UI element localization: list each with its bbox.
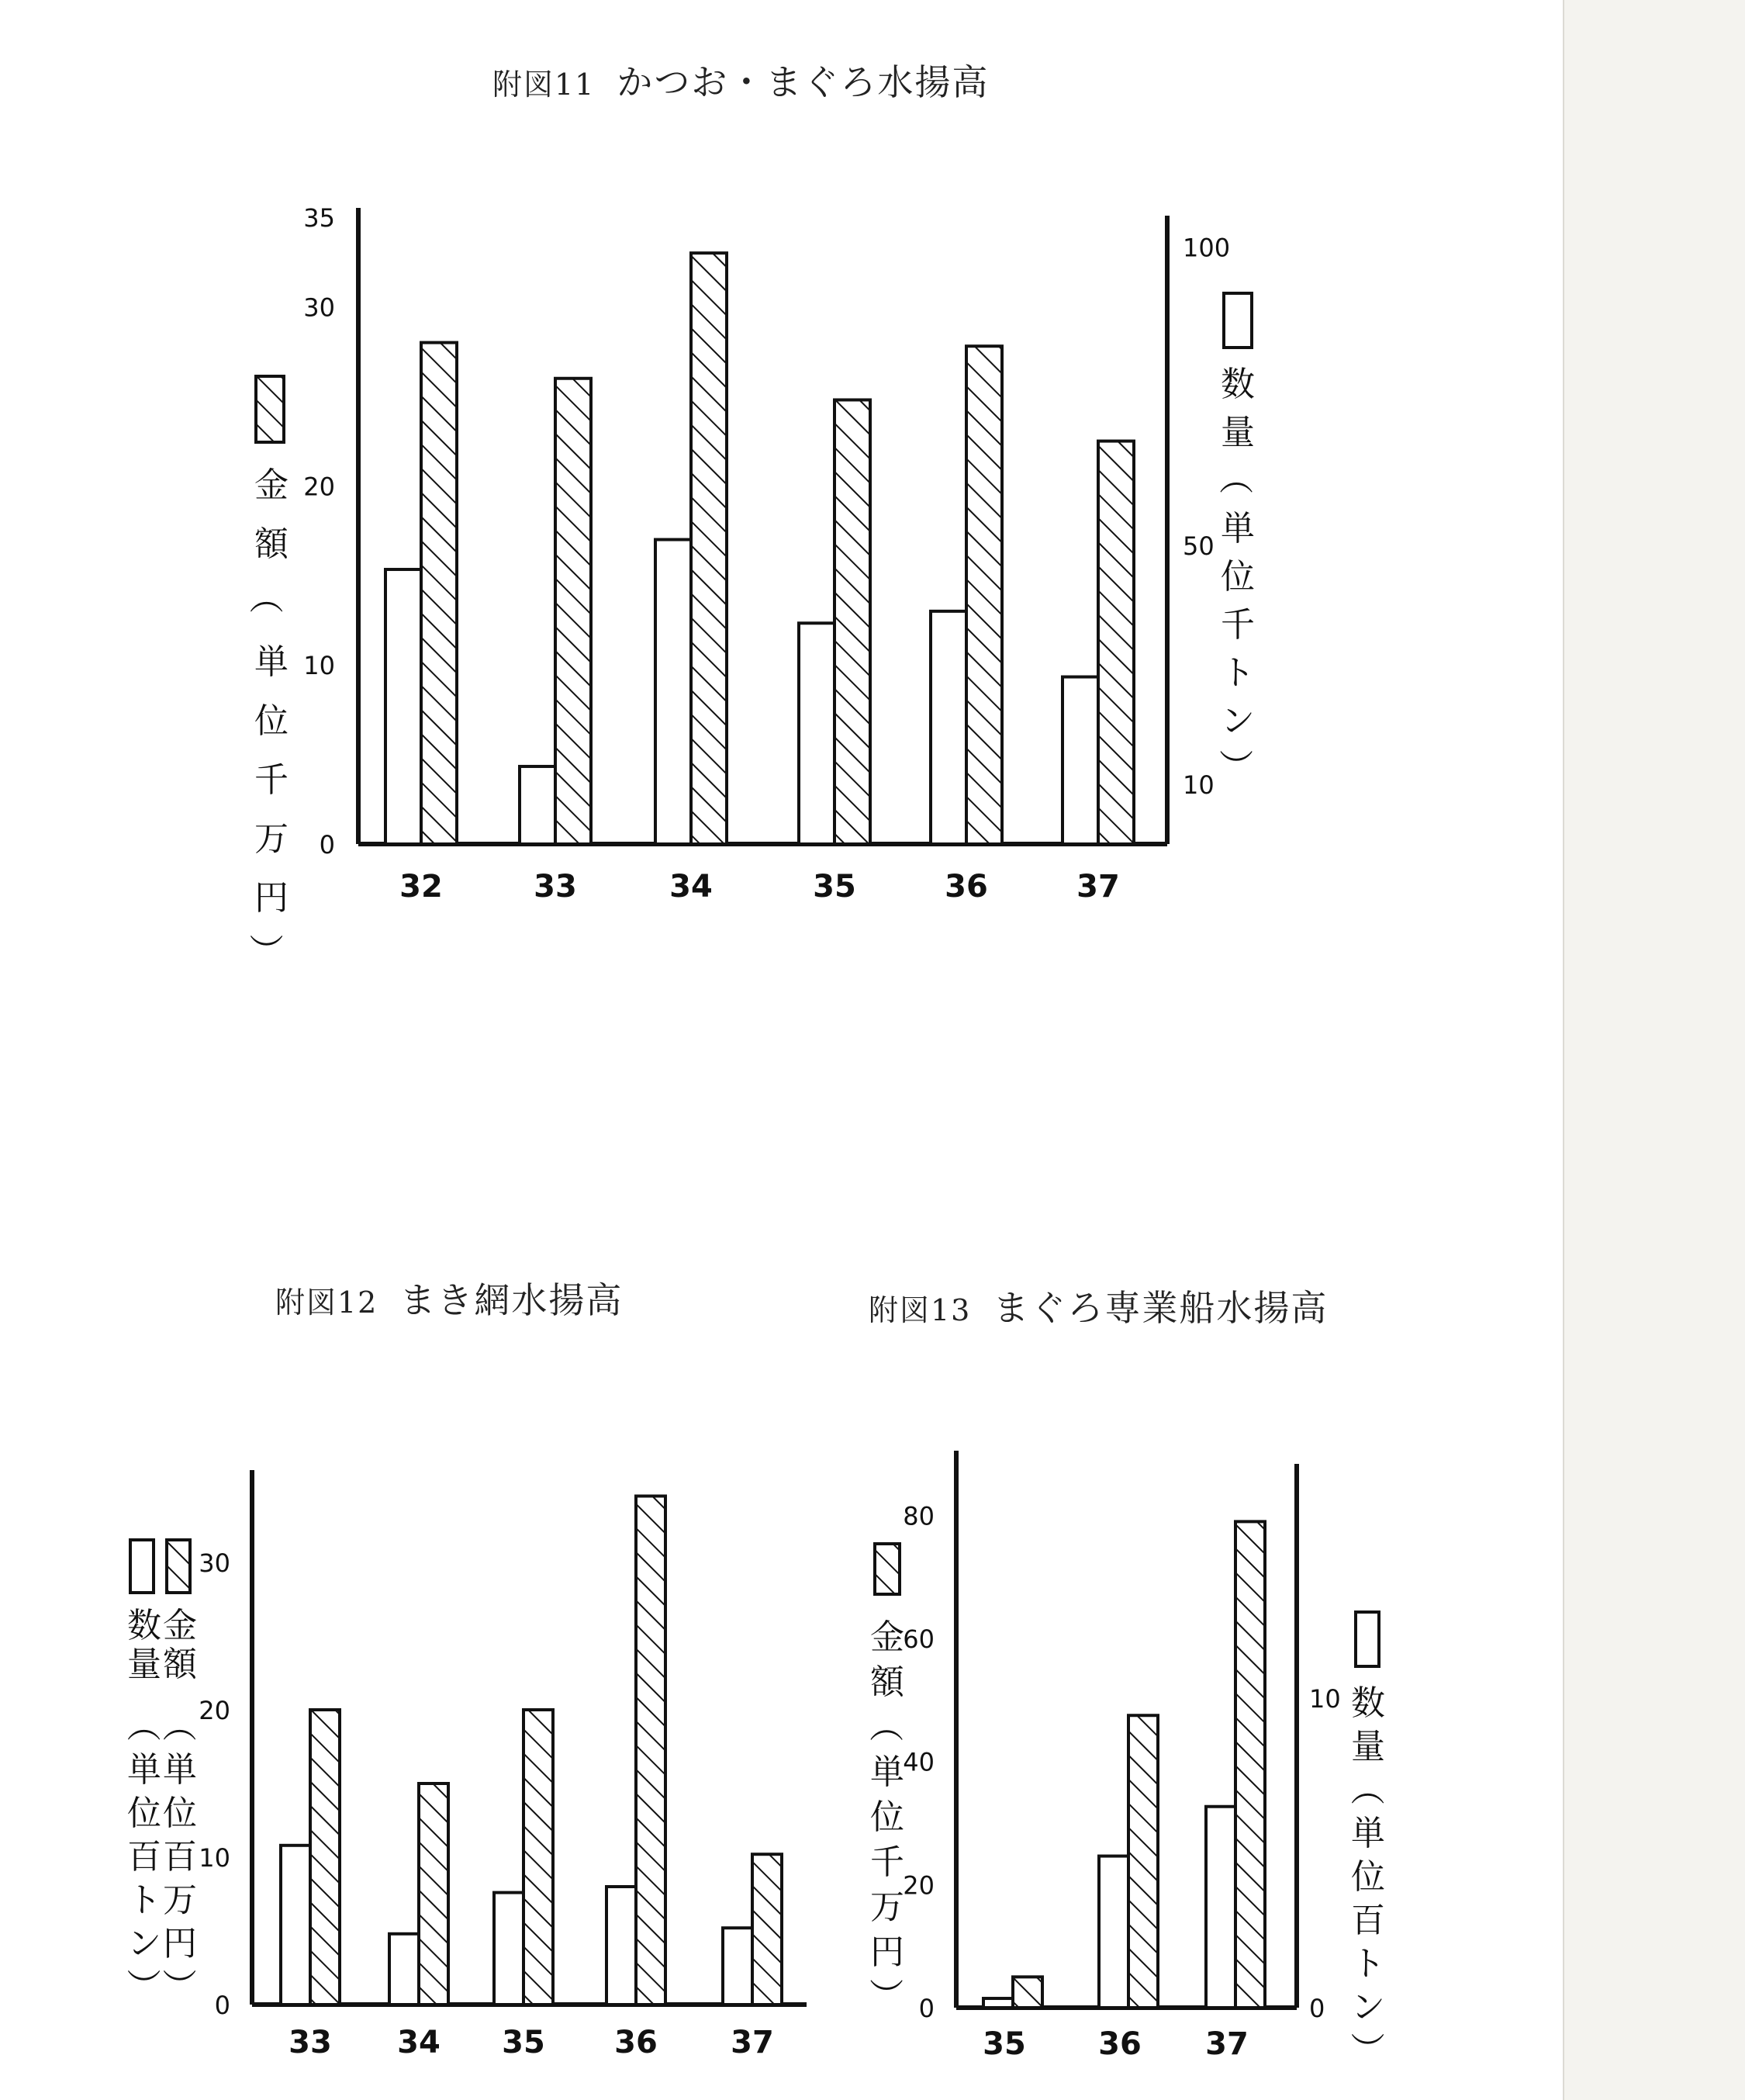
figure-13-left-axis-label <box>866 1617 905 2012</box>
figure-11-bar-amount <box>555 379 591 844</box>
figure-11-category-label: 36 <box>945 869 988 905</box>
figure-13-right-axis-label-char: 数 <box>1351 1683 1385 1723</box>
figure-12-category-label: 36 <box>614 2025 658 2060</box>
figure-13-bar-amount <box>1128 1715 1158 2008</box>
figure-11-legend-plain-swatch <box>1224 293 1252 348</box>
figure-13-left-axis-label-char: ） <box>865 1977 905 2012</box>
figure-13-left-tick: 80 <box>903 1501 935 1531</box>
figure-12-axis-label-amount-char: （ <box>158 1707 199 1742</box>
figure-11-bar-quantity <box>520 766 555 844</box>
figure-13-legend-hatched-swatch <box>875 1544 900 1594</box>
figure-13-legend-plain-swatch <box>1356 1612 1379 1666</box>
figure-11-right-axis-label-char: 位 <box>1221 557 1255 597</box>
figure-13-bar-quantity <box>983 1998 1013 2008</box>
figure-12-axis-label-quantity-char: 位 <box>127 1794 161 1833</box>
figure-11-category-label: 32 <box>399 869 443 905</box>
figure-12-bar-quantity <box>606 1887 636 2005</box>
figure-13-left-axis-label-char: 円 <box>870 1932 904 1972</box>
figure-11-left-axis-label-char: 金 <box>254 465 289 505</box>
figure-13-category-label: 35 <box>983 2026 1026 2062</box>
figure-12-title-text: まき網水揚高 <box>399 1279 624 1321</box>
figure-12-number: 附図12 <box>275 1285 378 1320</box>
figure-12-bar-quantity <box>389 1934 419 2005</box>
figure-11-right-axis-label <box>1215 365 1255 783</box>
figure-11-right-tick: 100 <box>1183 233 1231 263</box>
figure-12-category-label: 33 <box>289 2025 332 2060</box>
figure-11-right-tick: 10 <box>1183 770 1215 801</box>
figure-13-left-axis-label-char: 単 <box>870 1752 904 1792</box>
figure-13-left-axis-label-char: 万 <box>870 1887 904 1927</box>
figure-13-left-tick: 0 <box>918 1994 935 2023</box>
figure-12-legend-quantity-label-char: 量 <box>127 1645 161 1684</box>
figure-11-bar-quantity <box>655 540 691 844</box>
figure-11-left-axis-label-char: 万 <box>254 819 289 859</box>
figure-13-left-axis-label-char: 額 <box>870 1662 904 1702</box>
figure-12-left-tick: 0 <box>214 1991 230 2020</box>
figure-13-left-axis-label-char: 金 <box>870 1617 904 1657</box>
figure-12-axis-label-amount-char: ） <box>158 1968 199 2003</box>
figure-13-right-tick: 0 <box>1309 1994 1325 2023</box>
figure-13-right-axis-label-char: 位 <box>1351 1857 1385 1897</box>
figure-11-right-axis-label-char: （ <box>1215 460 1255 495</box>
figure-12-axis-label-amount-char: 百 <box>163 1837 197 1877</box>
figure-12-category-label: 35 <box>502 2025 545 2060</box>
figure-11-right-axis-label-char: 千 <box>1221 605 1255 645</box>
figure-12-axis-label-amount-char: 位 <box>163 1794 197 1833</box>
figure-12-bar-amount <box>310 1710 340 2005</box>
figure-11-left-tick: 20 <box>303 472 335 502</box>
figure-11-number: 附図11 <box>492 67 596 102</box>
figure-13-bar-amount <box>1013 1977 1042 2008</box>
figure-12-axis-label-quantity-char: ト <box>127 1880 161 1920</box>
figure-13-left-tick: 40 <box>903 1747 935 1777</box>
figure-13-chart <box>866 1451 1387 2066</box>
figure-11-bar-quantity <box>385 569 421 844</box>
figure-12-bar-amount <box>752 1854 782 2005</box>
figure-11-left-axis-label-char: 額 <box>254 524 289 564</box>
figure-12-bar-amount <box>636 1496 665 2005</box>
figure-13-bar-quantity <box>1099 1856 1128 2008</box>
figure-12-axis-label-amount-char: 万 <box>163 1880 197 1920</box>
figure-13-right-tick: 10 <box>1309 1684 1341 1714</box>
figure-13-category-label: 37 <box>1205 2026 1249 2062</box>
figure-11-right-axis-label-char: 単 <box>1221 509 1255 548</box>
figure-12-legend-amount-label-char: 額 <box>163 1645 197 1684</box>
figure-11-left-axis-label-char: 単 <box>254 642 289 682</box>
figure-12-axis-label-quantity-char: ） <box>123 1968 163 2003</box>
figure-11-category-label: 37 <box>1076 869 1120 905</box>
figure-12-axis-label-quantity-char: ン <box>127 1924 161 1963</box>
figure-11-bar-amount <box>834 400 870 844</box>
figure-13-right-axis-label-char: 百 <box>1351 1901 1385 1940</box>
figure-11-bar-amount <box>1098 441 1134 844</box>
figure-11-left-axis-label-char: 千 <box>254 760 289 800</box>
figure-13-right-axis-label <box>1346 1683 1386 2066</box>
figure-13-right-axis-label-char: ） <box>1346 2032 1387 2067</box>
figure-13-left-axis-label-char: （ <box>865 1707 905 1742</box>
figure-12-bar-quantity <box>281 1846 310 2005</box>
figure-12-legend-hatched-swatch <box>167 1540 190 1593</box>
figure-12-axis-label-quantity-char: （ <box>123 1707 163 1742</box>
figure-13-left-axis-label-char: 千 <box>870 1842 904 1882</box>
figure-12-axis-label-amount-char: 円 <box>163 1924 197 1963</box>
figure-11-left-axis-label-char: 位 <box>254 701 289 741</box>
figure-12-legend-quantity-label <box>127 1606 161 1684</box>
figure-12-chart <box>123 1470 807 2060</box>
figure-11-left-axis-label-char: ） <box>245 933 285 968</box>
figure-13-right-axis-label-char: （ <box>1346 1771 1387 1806</box>
figure-11-right-axis-label-char: ト <box>1221 653 1255 693</box>
figure-12-legend-amount-label <box>163 1606 198 1684</box>
figure-11-bar-quantity <box>1063 677 1098 844</box>
figure-11-legend-hatched-swatch <box>256 376 284 442</box>
figure-11-right-axis-label-char: ） <box>1215 749 1255 784</box>
figure-12-bar-quantity <box>494 1893 524 2005</box>
figure-12-left-tick: 30 <box>199 1548 230 1578</box>
figure-11-right-axis-label-char: 量 <box>1221 413 1255 452</box>
figure-13-number: 附図13 <box>869 1293 972 1327</box>
figure-12-left-tick: 20 <box>199 1696 230 1725</box>
figure-11-category-label: 34 <box>669 869 713 905</box>
figure-11-title-text: かつお・まぐろ水揚高 <box>617 61 990 103</box>
figure-12-category-label: 34 <box>397 2025 441 2060</box>
figure-11-bar-amount <box>421 343 457 844</box>
figure-11-bar-amount <box>966 346 1002 844</box>
figure-11-bar-quantity <box>799 623 834 844</box>
figure-11-category-label: 33 <box>534 869 577 905</box>
figure-12-category-label: 37 <box>731 2025 774 2060</box>
figure-13-bar-amount <box>1235 1521 1265 2008</box>
figure-11-bar-amount <box>691 253 727 844</box>
figure-11-right-tick: 50 <box>1183 531 1215 562</box>
figure-12-bar-quantity <box>723 1928 752 2005</box>
figure-12-axis-label-amount <box>158 1707 198 2002</box>
figure-11-left-tick: 30 <box>303 292 335 323</box>
figure-11-left-tick: 0 <box>319 830 335 860</box>
figure-11-left-axis-label-char: （ <box>245 579 285 614</box>
figure-11-left-tick: 10 <box>303 651 335 681</box>
figure-12-axis-label-quantity-char: 単 <box>127 1750 161 1790</box>
figure-12-axis-label-quantity <box>123 1707 162 2002</box>
figure-12-bar-amount <box>419 1783 448 2005</box>
figure-12-legend-amount-label-char: 金 <box>163 1606 197 1645</box>
figure-13-right-axis-label-char: ト <box>1351 1944 1385 1984</box>
figure-11-category-label: 35 <box>813 869 856 905</box>
figure-13-title-text: まぐろ専業船水揚高 <box>993 1287 1329 1329</box>
figure-13-left-tick: 20 <box>903 1870 935 1901</box>
figure-11-bar-quantity <box>931 611 966 844</box>
figure-12-legend-plain-swatch <box>130 1540 154 1593</box>
figure-13-right-axis-label-char: 単 <box>1351 1814 1385 1853</box>
figure-13-right-axis-label-char: ン <box>1351 1988 1385 2027</box>
figure-11-right-axis-label-char: 数 <box>1221 365 1255 404</box>
figure-11-left-axis-label <box>245 465 289 967</box>
figure-12-bar-amount <box>524 1710 553 2005</box>
figure-12-axis-label-quantity-char: 百 <box>127 1837 161 1877</box>
figure-13-right-axis-label-char: 量 <box>1351 1727 1385 1766</box>
figure-12-legend-quantity-label-char: 数 <box>127 1606 161 1645</box>
figure-13-left-tick: 60 <box>903 1624 935 1655</box>
figure-11-left-axis-label-char: 円 <box>254 878 289 918</box>
figure-13-left-axis-label-char: 位 <box>870 1797 904 1837</box>
figure-11-left-tick: 35 <box>303 203 335 233</box>
figure-13-category-label: 36 <box>1098 2026 1142 2062</box>
figure-12-left-tick: 10 <box>199 1843 230 1873</box>
figure-12-axis-label-amount-char: 単 <box>163 1750 197 1790</box>
figure-11-chart <box>245 203 1255 967</box>
figure-13-bar-quantity <box>1206 1807 1235 2008</box>
figure-11-right-axis-label-char: ン <box>1221 701 1255 741</box>
